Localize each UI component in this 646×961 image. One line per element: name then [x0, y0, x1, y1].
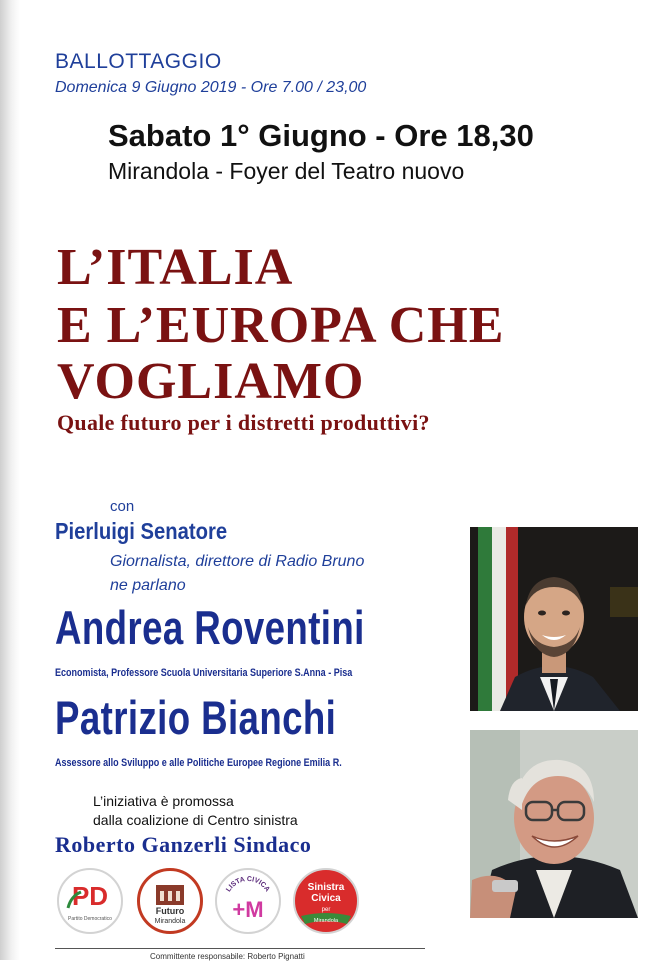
promotion-line-2: dalla coalizione di Centro sinistra	[93, 812, 298, 828]
headline-line-1: L’ITALIA	[57, 239, 294, 296]
speaker-role-bianchi: Assessore allo Sviluppo e alle Politiche Europee Regione Emilia R.	[55, 757, 342, 769]
pd-logo	[57, 868, 123, 934]
speaker-photo-roventini	[470, 527, 638, 711]
headline-line-3: VOGLIAMO	[57, 353, 365, 410]
headline-line-2: E L’EUROPA CHE	[57, 297, 505, 354]
moderator-name: Pierluigi Senatore	[55, 518, 228, 544]
lista-logo-mark: +M	[232, 897, 264, 922]
ballottaggio-title: BALLOTTAGGIO	[55, 50, 222, 73]
svg-text:LISTA CIVICA	[225, 876, 271, 893]
speaker-name-bianchi: Patrizio Bianchi	[55, 691, 337, 744]
footer-committente: Committente responsabile: Roberto Pignatti	[150, 952, 305, 961]
moderator-role: Giornalista, direttore di Radio Bruno	[110, 553, 365, 570]
ne-parlano-label: ne parlano	[110, 577, 186, 594]
sinistra-logo-line-2: Civica	[311, 893, 341, 904]
candidate-name: Roberto Ganzerli Sindaco	[55, 832, 312, 857]
speaker-name-roventini: Andrea Roventini	[55, 601, 365, 654]
footer-divider	[55, 948, 425, 949]
lista-civica-logo	[215, 868, 281, 934]
sinistra-logo-line-1: Sinistra	[307, 882, 345, 893]
headline-subtitle: Quale futuro per i distretti produttivi?	[57, 410, 430, 435]
event-place: Mirandola - Foyer del Teatro nuovo	[108, 158, 465, 184]
speaker-photo-bianchi	[470, 730, 638, 918]
speaker-role-roventini: Economista, Professore Scuola Universitaria Superiore S.Anna - Pisa	[55, 667, 353, 679]
sinistra-civica-logo	[293, 868, 359, 934]
event-date: Sabato 1° Giugno - Ore 18,30	[108, 118, 534, 153]
futuro-mirandola-logo	[137, 868, 203, 934]
sinistra-logo-line-3: per	[321, 907, 331, 913]
pd-logo-mark: PD	[71, 881, 109, 911]
sinistra-logo-line-4: Mirandola	[313, 918, 339, 924]
futuro-logo-line-2: Mirandola	[154, 918, 186, 925]
pd-logo-caption: Partito Democratico	[68, 916, 112, 922]
page-edge-shadow	[0, 0, 20, 960]
ballottaggio-date: Domenica 9 Giugno 2019 - Ore 7.00 / 23,00	[55, 79, 367, 96]
promotion-line-1: L’iniziativa è promossa	[93, 793, 234, 809]
con-label: con	[110, 498, 135, 515]
futuro-logo-line-1: Futuro	[155, 906, 185, 916]
lista-logo-arc: LISTA CIVICA	[225, 875, 271, 894]
